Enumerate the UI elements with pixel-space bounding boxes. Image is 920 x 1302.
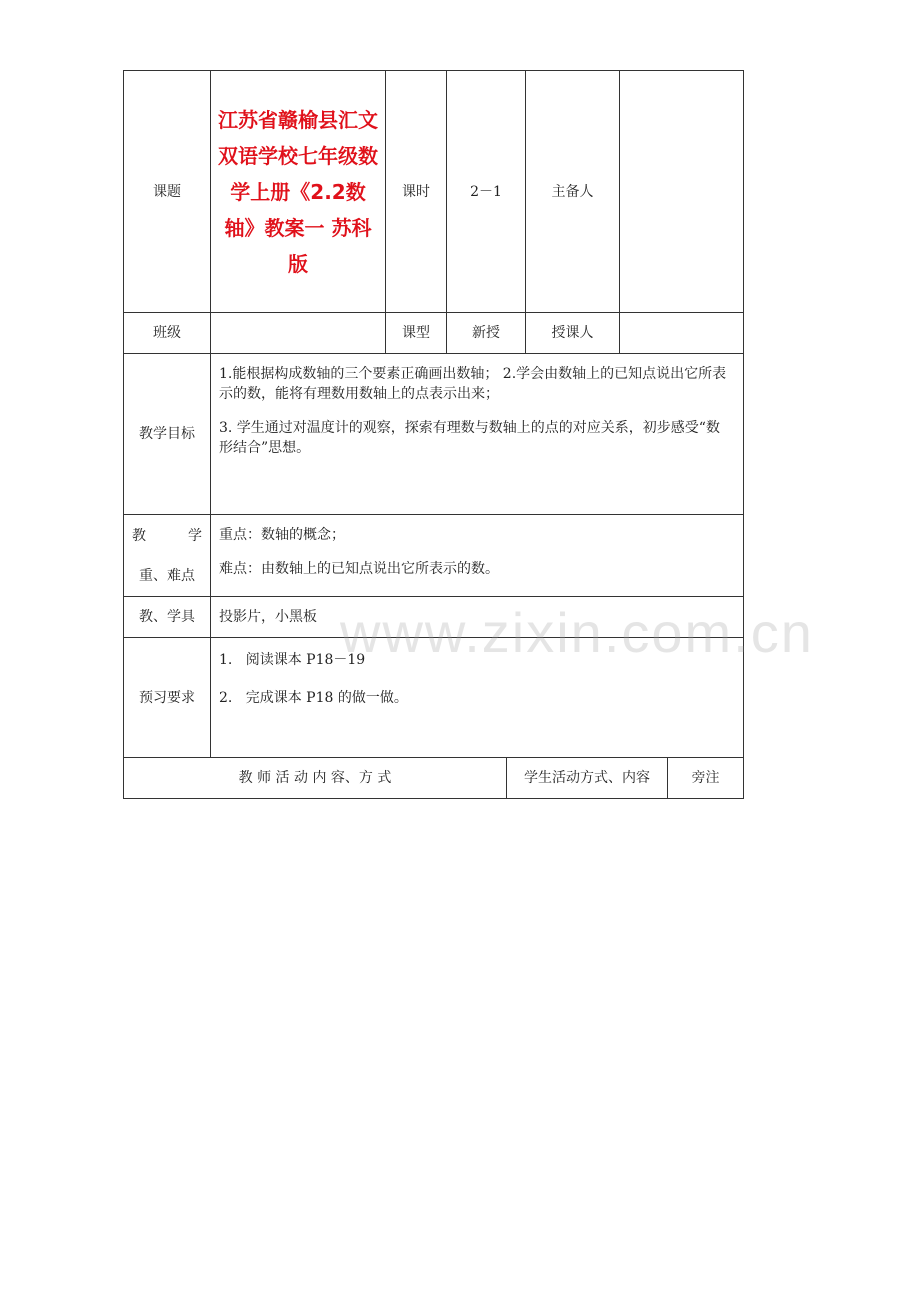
lesson-type-value-cell [446,312,526,354]
lesson-title: 江苏省赣榆县汇文双语学校七年级数学上册《2.2数轴》教案一 苏科版 [218,107,378,276]
notes-cell [667,757,744,799]
topic-label: 课题 [153,183,181,200]
key-point-focus: 重点：数轴的概念； [219,527,345,543]
period-label: 课时 [402,183,430,200]
objectives-content-cell [210,353,744,515]
lesson-plan-table [123,70,744,799]
objectives-label-cell [123,353,211,515]
class-label-cell [123,312,211,354]
notes-header: 旁注 [691,770,720,786]
tools-label: 教、学具 [139,609,195,625]
key-points-content-cell [210,514,744,597]
key-points-label-b: 学 [188,527,202,544]
teacher-value-cell [619,312,744,354]
student-activity-header: 学生活动方式、内容 [524,770,650,786]
tools-content-cell [210,596,744,638]
preview-item-2: 2. 完成课本 P18 的做一做。 [219,690,408,706]
student-activity-cell [506,757,668,799]
preview-content-cell [210,637,744,758]
preparer-value-cell [619,70,744,313]
preparer-label: 主备人 [551,183,594,200]
key-points-label-cell [123,514,211,597]
tools-value: 投影片，小黑板 [219,609,317,625]
lesson-type-label-cell [385,312,447,354]
title-cell [210,70,386,313]
class-label: 班级 [153,325,181,341]
preview-item-1: 1. 阅读课本 P18－19 [219,652,366,668]
objective-line-1: 1.能根据构成数轴的三个要素正确画出数轴； 2.学会由数轴上的已知点说出它所表示的数，能将有理数用数轴上的点表示出来； [219,366,727,402]
preparer-label-cell [525,70,620,313]
tools-label-cell [123,596,211,638]
lesson-type-value: 新授 [472,325,500,341]
topic-label-cell [123,70,211,313]
teacher-label: 授课人 [551,325,594,341]
teacher-label-cell [525,312,620,354]
period-value: 2－1 [470,183,502,200]
key-points-label-c: 重、难点 [139,567,195,584]
teacher-activity-header: 教 师 活 动 内 容、方 式 [238,770,392,786]
period-value-cell [446,70,526,313]
lesson-type-label: 课型 [402,325,430,341]
preview-label: 预习要求 [139,689,195,706]
teacher-activity-cell [123,757,507,799]
key-points-label-a: 教 [132,527,146,544]
objectives-label: 教学目标 [139,426,195,442]
key-point-difficulty: 难点：由数轴上的已知点说出它所表示的数。 [219,561,499,577]
objective-line-2: 3. 学生通过对温度计的观察，探索有理数与数轴上的点的对应关系，初步感受“数形结合”思想。 [219,420,720,456]
period-label-cell [385,70,447,313]
preview-label-cell [123,637,211,758]
class-value-cell [210,312,386,354]
watermark: www.zixin.com.cn [340,601,814,664]
